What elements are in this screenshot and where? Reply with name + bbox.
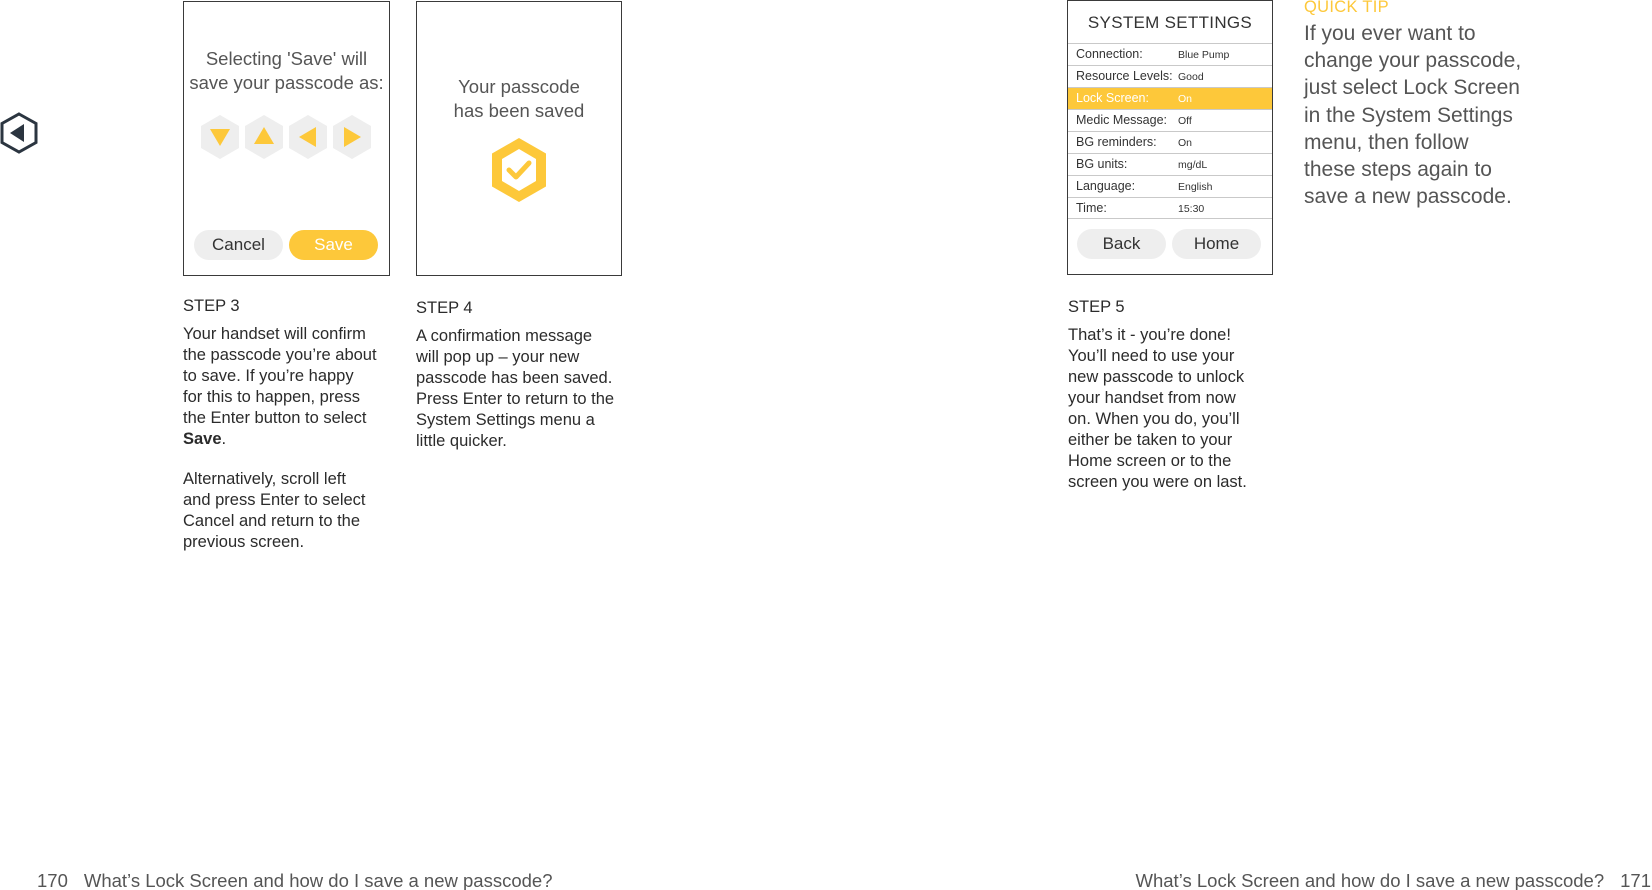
check-hex-icon [489,136,549,204]
back-arrow-hex-icon [0,112,38,154]
confirm-message: Selecting 'Save' will save your passcode as: [189,48,384,93]
arrow-right-icon [332,114,372,160]
cancel-button[interactable]: Cancel [194,230,283,260]
back-nav-button[interactable] [0,112,38,154]
settings-row-resource-levels[interactable]: Resource Levels: Good [1068,65,1272,87]
step5-description: That’s it - you’re done! You’ll need to use your new passcode to unlock your handset from now on. When you do, you’ll either be taken to your Home screen or to the screen you were on last. [1068,326,1247,491]
quick-tip-body: If you ever want to change your passcode, just select Lock Screen in the System Settings menu, then follow these steps again to save a new passcode. [1304,22,1522,209]
step3-device-screen [183,1,390,276]
saved-message: Your passcode has been saved [453,76,585,121]
back-button[interactable]: Back [1077,229,1166,259]
footer-left [37,870,552,890]
passcode-preview [200,114,376,160]
step5-device-screen [1067,0,1273,275]
step5-label: STEP 5 [1068,298,1125,316]
step3-description: Your handset will confirm the passcode you’re about to save. If you’re happy for this to happen, press the Enter button to select Save. Alternatively, scroll left and press Enter to select Cancel and return to the previous screen. [183,325,377,551]
settings-row-time[interactable]: Time: 15:30 [1068,197,1272,219]
quick-tip-title: QUICK TIP [1304,0,1389,16]
settings-row-lock-screen[interactable]: Lock Screen: On [1068,87,1272,109]
step4-device-screen [416,1,622,276]
step3-label: STEP 3 [183,297,240,315]
settings-row-bg-units[interactable]: BG units: mg/dL [1068,153,1272,175]
settings-row-bg-reminders[interactable]: BG reminders: On [1068,131,1272,153]
settings-row-connection[interactable]: Connection: Blue Pump [1068,43,1272,65]
settings-list [1068,43,1272,219]
save-emphasis: Save [183,430,222,448]
arrow-left-icon [288,114,328,160]
footer-right [1136,870,1651,890]
settings-row-language[interactable]: Language: English [1068,175,1272,197]
arrow-up-icon [244,114,284,160]
save-button[interactable]: Save [289,230,378,260]
arrow-down-icon [200,114,240,160]
page-number-right: 171 [1620,870,1651,890]
footer-title-left: What’s Lock Screen and how do I save a new passcode? [83,870,553,890]
step4-description: A confirmation message will pop up – your new passcode has been saved. Press Enter to return to the System Settings menu a little quicker. [416,327,615,450]
footer-title-right: What’s Lock Screen and how do I save a new passcode? [1135,870,1605,890]
home-button[interactable]: Home [1172,229,1261,259]
settings-row-medic-message[interactable]: Medic Message: Off [1068,109,1272,131]
page-number-left: 170 [37,870,68,890]
step4-label: STEP 4 [416,299,473,317]
settings-title: SYSTEM SETTINGS [1087,13,1253,32]
